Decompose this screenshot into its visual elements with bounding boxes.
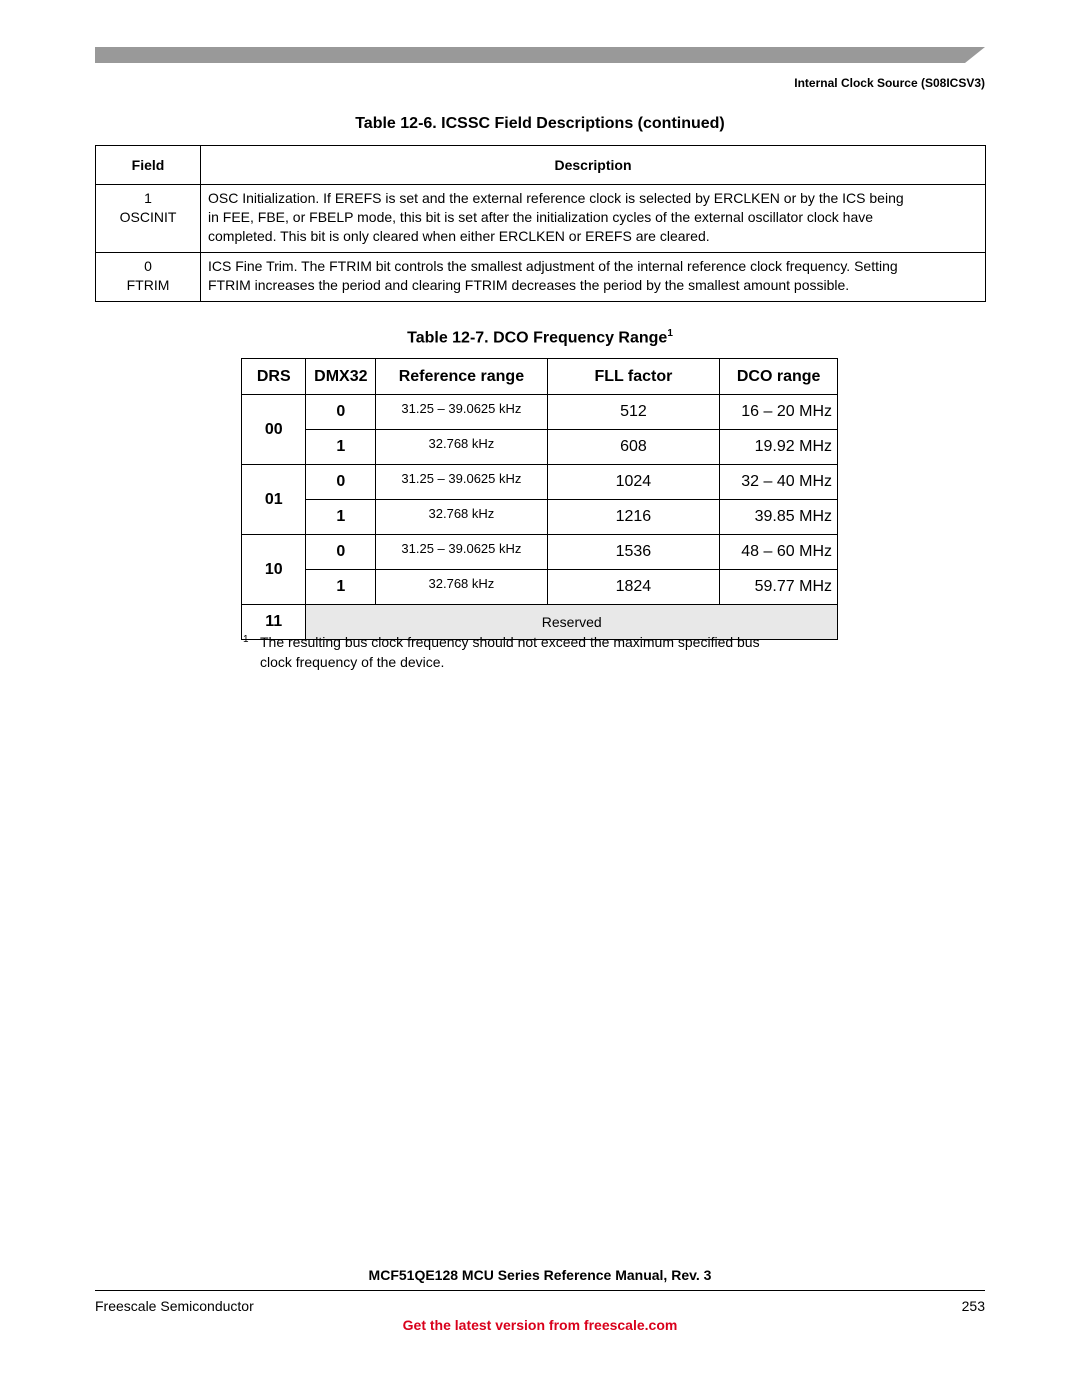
description-line: in FEE, FBE, or FBELP mode, this bit is set after the initialization cycles of the external oscillator clock have — [208, 209, 874, 225]
dco-range-cell: 16 – 20 MHz — [720, 395, 838, 430]
reference-range-cell: 31.25 – 39.0625 kHz — [376, 465, 547, 500]
footnote-line: The resulting bus clock frequency should not exceed the maximum specified bus — [260, 634, 760, 650]
drs-cell: 00 — [242, 395, 306, 465]
fll-factor-cell: 1824 — [547, 570, 720, 605]
field-cell — [96, 185, 201, 253]
table-row — [242, 430, 838, 465]
dmx32-cell: 1 — [306, 500, 376, 535]
table-12-6 — [95, 145, 986, 302]
drs-cell: 01 — [242, 465, 306, 535]
table-12-7 — [241, 358, 838, 640]
table-row — [242, 535, 838, 570]
column-header-drs: DRS — [242, 359, 306, 395]
company-name: Freescale Semiconductor — [95, 1298, 254, 1314]
table-row — [242, 500, 838, 535]
latest-version-link[interactable]: Get the latest version from freescale.com — [402, 1317, 678, 1333]
field-name: OSCINIT — [119, 209, 177, 225]
column-header-dmx32: DMX32 — [306, 359, 376, 395]
dco-range-cell: 32 – 40 MHz — [720, 465, 838, 500]
dmx32-cell: 0 — [306, 395, 376, 430]
description-line: OSC Initialization. If EREFS is set and the external reference clock is selected by ERCLKEN or by the ICS being — [208, 190, 904, 206]
reference-range-cell: 32.768 kHz — [376, 430, 547, 465]
fll-factor-cell: 512 — [547, 395, 720, 430]
reference-range-cell: 31.25 – 39.0625 kHz — [376, 535, 547, 570]
drs-cell: 10 — [242, 535, 306, 605]
footer-divider — [95, 1290, 985, 1291]
drs-cell: 11 — [242, 605, 306, 640]
fll-factor-cell: 608 — [547, 430, 720, 465]
header-bar — [95, 47, 985, 63]
table-row — [96, 253, 986, 302]
footnote-text — [260, 632, 843, 672]
field-bit: 0 — [144, 258, 152, 274]
fll-factor-cell: 1536 — [547, 535, 720, 570]
description-cell — [201, 253, 986, 302]
column-header-reference-range: Reference range — [376, 359, 547, 395]
field-cell — [96, 253, 201, 302]
field-bit: 1 — [144, 190, 152, 206]
column-header-description: Description — [201, 146, 986, 185]
table-row — [242, 395, 838, 430]
footnote-line: clock frequency of the device. — [260, 654, 445, 670]
field-name: FTRIM — [126, 277, 170, 293]
reference-range-cell: 32.768 kHz — [376, 570, 547, 605]
reserved-cell: Reserved — [306, 605, 838, 640]
footnote-ref: 1 — [667, 328, 673, 339]
page-number: 253 — [961, 1298, 985, 1314]
table-header-row — [242, 359, 838, 395]
dco-range-cell: 59.77 MHz — [720, 570, 838, 605]
dmx32-cell: 1 — [306, 430, 376, 465]
column-header-dco-range: DCO range — [720, 359, 838, 395]
dco-range-cell: 39.85 MHz — [720, 500, 838, 535]
table-row — [242, 570, 838, 605]
footnote-mark: 1 — [243, 634, 249, 645]
description-line: completed. This bit is only cleared when either ERCLKEN or EREFS are cleared. — [208, 228, 710, 244]
fll-factor-cell: 1024 — [547, 465, 720, 500]
table-12-7-title — [0, 328, 1080, 347]
table-row — [242, 465, 838, 500]
footnote — [243, 632, 843, 672]
dmx32-cell: 1 — [306, 570, 376, 605]
dmx32-cell: 0 — [306, 465, 376, 500]
reference-range-cell: 31.25 – 39.0625 kHz — [376, 395, 547, 430]
table-12-6-title: Table 12-6. ICSSC Field Descriptions (continued) — [355, 115, 725, 132]
description-line: ICS Fine Trim. The FTRIM bit controls the smallest adjustment of the internal reference clock frequency. Setting — [208, 258, 898, 274]
running-head: Internal Clock Source (S08ICSV3) — [794, 76, 985, 90]
column-header-fll-factor: FLL factor — [547, 359, 720, 395]
dco-range-cell: 19.92 MHz — [720, 430, 838, 465]
table-row — [96, 185, 986, 253]
dmx32-cell: 0 — [306, 535, 376, 570]
description-cell — [201, 185, 986, 253]
reference-range-cell: 32.768 kHz — [376, 500, 547, 535]
table-header-row — [96, 146, 986, 185]
table-12-7-title-text: Table 12-7. DCO Frequency Range — [407, 329, 668, 347]
description-line: FTRIM increases the period and clearing FTRIM decreases the period by the smallest amount possible. — [208, 277, 850, 293]
column-header-field: Field — [96, 146, 201, 185]
fll-factor-cell: 1216 — [547, 500, 720, 535]
dco-range-cell: 48 – 60 MHz — [720, 535, 838, 570]
manual-title: MCF51QE128 MCU Series Reference Manual, Rev. 3 — [368, 1267, 712, 1283]
